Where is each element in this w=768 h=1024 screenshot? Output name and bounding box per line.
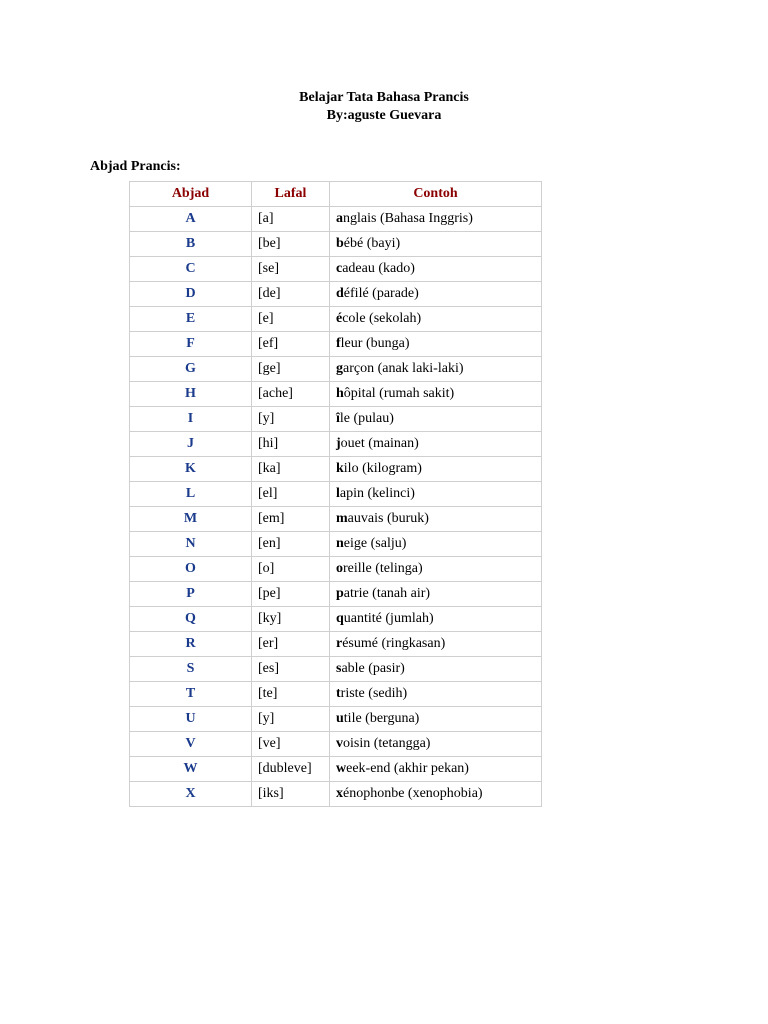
example-cell bbox=[330, 507, 542, 532]
pronunciation-cell: [er] bbox=[252, 632, 330, 657]
example-word: ésumé (ringkasan) bbox=[342, 636, 446, 651]
example-word: oisin (tetangga) bbox=[343, 736, 431, 751]
letter-cell: H bbox=[130, 382, 252, 407]
example-cell bbox=[330, 357, 542, 382]
letter-cell: V bbox=[130, 732, 252, 757]
example-initial: p bbox=[336, 586, 344, 601]
example-word: riste (sedih) bbox=[340, 686, 408, 701]
example-initial: x bbox=[336, 786, 343, 801]
pronunciation-cell: [ache] bbox=[252, 382, 330, 407]
example-initial: j bbox=[336, 436, 341, 451]
example-word: arçon (anak laki-laki) bbox=[343, 361, 464, 376]
table-row bbox=[130, 332, 542, 357]
table-row bbox=[130, 707, 542, 732]
example-cell bbox=[330, 432, 542, 457]
example-cell bbox=[330, 407, 542, 432]
example-word: nglais (Bahasa Inggris) bbox=[343, 211, 473, 226]
letter-cell: B bbox=[130, 232, 252, 257]
table-row bbox=[130, 732, 542, 757]
example-initial: î bbox=[336, 411, 340, 426]
example-initial: c bbox=[336, 261, 343, 276]
pronunciation-cell: [o] bbox=[252, 557, 330, 582]
example-initial: b bbox=[336, 236, 344, 251]
example-word: atrie (tanah air) bbox=[343, 586, 431, 601]
example-initial: w bbox=[336, 761, 347, 776]
letter-cell: R bbox=[130, 632, 252, 657]
letter-cell: J bbox=[130, 432, 252, 457]
letter-cell: U bbox=[130, 707, 252, 732]
example-initial: f bbox=[336, 336, 341, 351]
example-word: apin (kelinci) bbox=[339, 486, 415, 501]
letter-cell: E bbox=[130, 307, 252, 332]
example-word: eek-end (akhir pekan) bbox=[346, 761, 469, 776]
pronunciation-cell: [y] bbox=[252, 407, 330, 432]
pronunciation-cell: [iks] bbox=[252, 782, 330, 807]
example-cell bbox=[330, 607, 542, 632]
example-initial: t bbox=[336, 686, 341, 701]
example-cell bbox=[330, 457, 542, 482]
table-row bbox=[130, 532, 542, 557]
example-word: le (pulau) bbox=[339, 411, 394, 426]
example-cell bbox=[330, 682, 542, 707]
table-row bbox=[130, 457, 542, 482]
example-initial: l bbox=[336, 486, 340, 501]
example-initial: u bbox=[336, 711, 344, 726]
table-row bbox=[130, 232, 542, 257]
table-row bbox=[130, 757, 542, 782]
example-cell bbox=[330, 207, 542, 232]
table-row bbox=[130, 357, 542, 382]
example-initial: n bbox=[336, 536, 344, 551]
pronunciation-cell: [en] bbox=[252, 532, 330, 557]
table-row bbox=[130, 207, 542, 232]
table-row bbox=[130, 307, 542, 332]
header-contoh: Contoh bbox=[330, 182, 542, 207]
example-initial: k bbox=[336, 461, 344, 476]
example-cell bbox=[330, 307, 542, 332]
pronunciation-cell: [ve] bbox=[252, 732, 330, 757]
example-word: uantité (jumlah) bbox=[343, 611, 434, 626]
example-cell bbox=[330, 732, 542, 757]
example-word: cole (sekolah) bbox=[342, 311, 422, 326]
example-cell bbox=[330, 582, 542, 607]
letter-cell: K bbox=[130, 457, 252, 482]
pronunciation-cell: [de] bbox=[252, 282, 330, 307]
section-heading: Abjad Prancis: bbox=[90, 159, 181, 174]
letter-cell: M bbox=[130, 507, 252, 532]
header-lafal: Lafal bbox=[252, 182, 330, 207]
example-cell bbox=[330, 332, 542, 357]
pronunciation-cell: [em] bbox=[252, 507, 330, 532]
pronunciation-cell: [ky] bbox=[252, 607, 330, 632]
example-cell bbox=[330, 532, 542, 557]
example-word: leur (bunga) bbox=[340, 336, 410, 351]
example-initial: q bbox=[336, 611, 344, 626]
pronunciation-cell: [y] bbox=[252, 707, 330, 732]
letter-cell: T bbox=[130, 682, 252, 707]
table-row bbox=[130, 607, 542, 632]
letter-cell: S bbox=[130, 657, 252, 682]
example-cell bbox=[330, 707, 542, 732]
example-initial: h bbox=[336, 386, 344, 401]
example-cell bbox=[330, 782, 542, 807]
example-initial: é bbox=[336, 311, 343, 326]
letter-cell: Q bbox=[130, 607, 252, 632]
pronunciation-cell: [e] bbox=[252, 307, 330, 332]
header-abjad: Abjad bbox=[130, 182, 252, 207]
example-cell bbox=[330, 232, 542, 257]
example-word: ouet (mainan) bbox=[340, 436, 419, 451]
example-word: adeau (kado) bbox=[342, 261, 415, 276]
pronunciation-cell: [dubleve] bbox=[252, 757, 330, 782]
table-row bbox=[130, 432, 542, 457]
letter-cell: N bbox=[130, 532, 252, 557]
table-row bbox=[130, 657, 542, 682]
pronunciation-cell: [a] bbox=[252, 207, 330, 232]
pronunciation-cell: [se] bbox=[252, 257, 330, 282]
table-header-row bbox=[130, 182, 542, 207]
document-title: Belajar Tata Bahasa Prancis bbox=[299, 90, 469, 105]
letter-cell: C bbox=[130, 257, 252, 282]
pronunciation-cell: [hi] bbox=[252, 432, 330, 457]
table-row bbox=[130, 482, 542, 507]
example-word: ilo (kilogram) bbox=[343, 461, 422, 476]
example-initial: v bbox=[336, 736, 343, 751]
table-row bbox=[130, 682, 542, 707]
example-word: auvais (buruk) bbox=[347, 511, 429, 526]
example-initial: a bbox=[336, 211, 343, 226]
table-row bbox=[130, 557, 542, 582]
table-row bbox=[130, 257, 542, 282]
letter-cell: F bbox=[130, 332, 252, 357]
example-word: able (pasir) bbox=[341, 661, 405, 676]
table-row bbox=[130, 582, 542, 607]
example-cell bbox=[330, 657, 542, 682]
example-cell bbox=[330, 282, 542, 307]
example-cell bbox=[330, 632, 542, 657]
letter-cell: G bbox=[130, 357, 252, 382]
example-initial: r bbox=[336, 636, 343, 651]
document-author: By:aguste Guevara bbox=[326, 108, 442, 123]
pronunciation-cell: [es] bbox=[252, 657, 330, 682]
table-row bbox=[130, 382, 542, 407]
pronunciation-cell: [be] bbox=[252, 232, 330, 257]
letter-cell: X bbox=[130, 782, 252, 807]
example-initial: s bbox=[336, 661, 342, 676]
pronunciation-cell: [pe] bbox=[252, 582, 330, 607]
pronunciation-cell: [te] bbox=[252, 682, 330, 707]
document-title-block bbox=[0, 89, 768, 125]
table-row bbox=[130, 507, 542, 532]
pronunciation-cell: [ef] bbox=[252, 332, 330, 357]
letter-cell: W bbox=[130, 757, 252, 782]
example-initial: m bbox=[336, 511, 348, 526]
example-word: tile (berguna) bbox=[343, 711, 420, 726]
letter-cell: D bbox=[130, 282, 252, 307]
example-cell bbox=[330, 257, 542, 282]
example-word: ôpital (rumah sakit) bbox=[343, 386, 455, 401]
letter-cell: O bbox=[130, 557, 252, 582]
example-cell bbox=[330, 757, 542, 782]
letter-cell: P bbox=[130, 582, 252, 607]
example-word: éfilé (parade) bbox=[343, 286, 419, 301]
example-initial: o bbox=[336, 561, 343, 576]
example-cell bbox=[330, 557, 542, 582]
example-word: eige (salju) bbox=[343, 536, 407, 551]
pronunciation-cell: [ka] bbox=[252, 457, 330, 482]
letter-cell: L bbox=[130, 482, 252, 507]
table-row bbox=[130, 282, 542, 307]
pronunciation-cell: [el] bbox=[252, 482, 330, 507]
example-word: ébé (bayi) bbox=[343, 236, 401, 251]
example-word: reille (telinga) bbox=[343, 561, 423, 576]
example-cell bbox=[330, 382, 542, 407]
example-initial: d bbox=[336, 286, 344, 301]
example-initial: g bbox=[336, 361, 343, 376]
alphabet-table bbox=[129, 181, 542, 807]
letter-cell: I bbox=[130, 407, 252, 432]
example-word: énophonbe (xenophobia) bbox=[343, 786, 483, 801]
table-row bbox=[130, 407, 542, 432]
example-cell bbox=[330, 482, 542, 507]
letter-cell: A bbox=[130, 207, 252, 232]
table-row bbox=[130, 632, 542, 657]
table-row bbox=[130, 782, 542, 807]
pronunciation-cell: [ge] bbox=[252, 357, 330, 382]
